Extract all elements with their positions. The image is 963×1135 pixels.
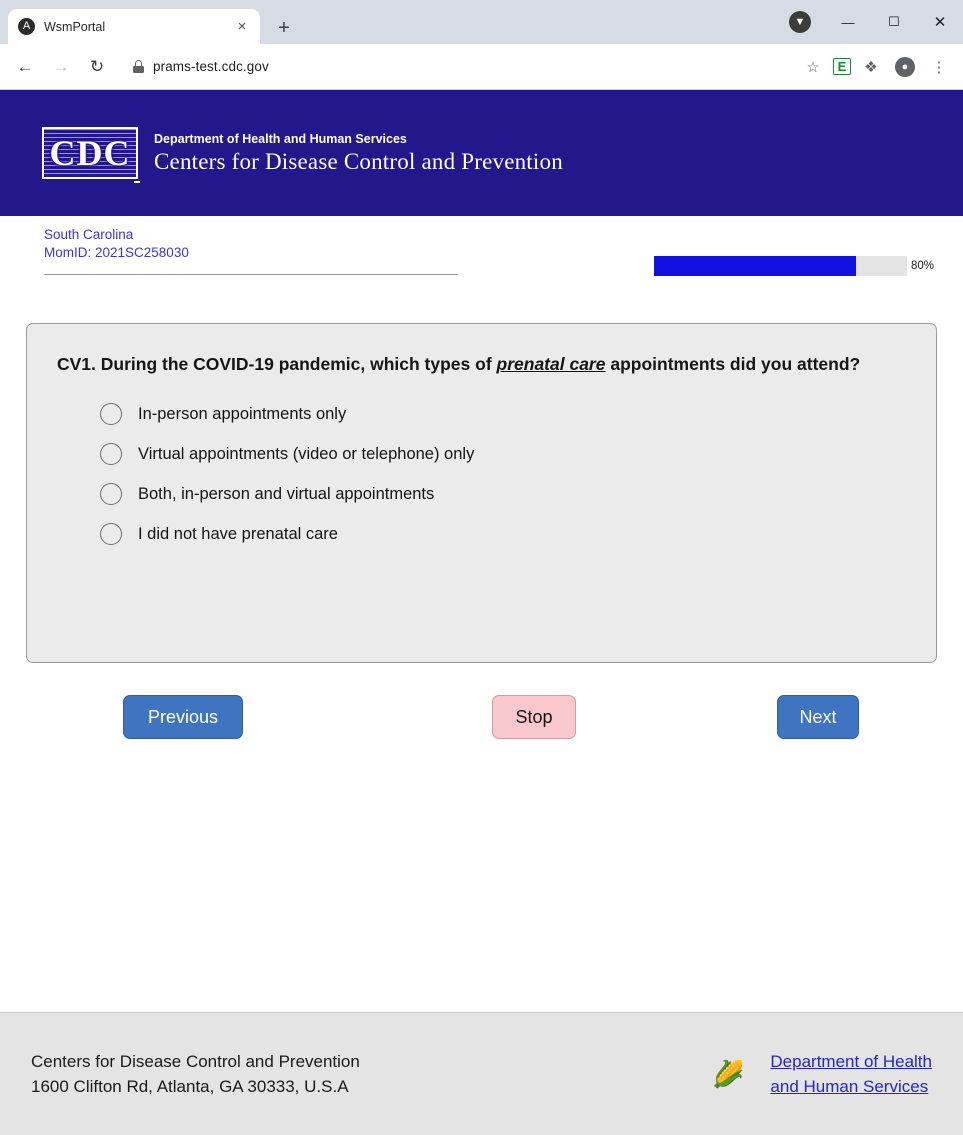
- profile-chip-icon[interactable]: ▼: [789, 11, 811, 33]
- page-footer: [0, 1012, 963, 1135]
- mom-id-label: MomID: 2021SC258030: [44, 245, 189, 260]
- radio-button-4[interactable]: [100, 523, 122, 545]
- navigation-buttons: [0, 695, 963, 739]
- content-spacer: [0, 739, 963, 1012]
- banner-hhs-line: Department of Health and Human Services: [154, 131, 407, 146]
- progress-bar-fill: [654, 256, 856, 276]
- progress-area: [654, 256, 934, 276]
- bookmark-star-icon[interactable]: ☆: [806, 58, 820, 76]
- hhs-link-line2: and Human Services: [770, 1077, 929, 1096]
- avatar: ●: [895, 57, 915, 77]
- respondent-info: [44, 226, 458, 275]
- previous-button[interactable]: Previous: [123, 695, 243, 739]
- banner-text: [154, 132, 563, 175]
- stop-button[interactable]: Stop: [492, 695, 576, 739]
- cdc-logo-text: CDC: [49, 133, 131, 173]
- question-prefix: CV1. During the COVID-19 pandemic, which types of: [57, 354, 497, 374]
- cdc-banner: [0, 90, 963, 216]
- progress-percent-label: 80%: [910, 260, 934, 272]
- option-row-2[interactable]: [100, 443, 906, 465]
- hhs-link[interactable]: [770, 1049, 932, 1099]
- footer-address-line1: Centers for Disease Control and Prevention: [31, 1052, 360, 1071]
- profile-avatar-icon[interactable]: [891, 53, 919, 81]
- extensions-puzzle-icon[interactable]: ❖: [864, 58, 878, 76]
- option-label-3: Both, in-person and virtual appointments: [138, 484, 435, 503]
- footer-address: [31, 1049, 360, 1099]
- maximize-button[interactable]: ☐: [888, 14, 900, 29]
- reload-icon[interactable]: ↻: [89, 56, 105, 76]
- forward-icon[interactable]: →: [52, 56, 70, 76]
- hhs-seal-icon: 🌽: [712, 1058, 745, 1089]
- question-card: [26, 323, 937, 663]
- cdc-logo: [42, 127, 138, 179]
- minimize-button[interactable]: —: [841, 14, 855, 30]
- tab-strip: [0, 0, 963, 44]
- lock-icon: [132, 60, 145, 73]
- url-text: prams-test.cdc.gov: [153, 59, 269, 74]
- option-label-1: In-person appointments only: [138, 404, 347, 423]
- browser-menu-icon[interactable]: ⋮: [931, 58, 947, 76]
- option-label-2: Virtual appointments (video or telephone) only: [138, 444, 475, 463]
- tab-favicon: A: [18, 18, 35, 35]
- question-text: [57, 352, 906, 377]
- radio-button-3[interactable]: [100, 483, 122, 505]
- address-bar[interactable]: [126, 52, 787, 82]
- browser-tab[interactable]: [8, 9, 260, 44]
- footer-address-line2: 1600 Clifton Rd, Atlanta, GA 30333, U.S.A: [31, 1077, 349, 1096]
- option-row-3[interactable]: [100, 483, 906, 505]
- option-label-4: I did not have prenatal care: [138, 524, 338, 543]
- close-window-button[interactable]: ✕: [933, 14, 947, 31]
- hhs-link-line1: Department of Health: [770, 1052, 932, 1071]
- window-controls: [789, 0, 963, 44]
- close-icon[interactable]: ×: [237, 17, 247, 35]
- browser-toolbar: [0, 44, 963, 90]
- banner-agency-line: Centers for Disease Control and Prevention: [154, 148, 563, 174]
- next-button[interactable]: Next: [777, 695, 859, 739]
- question-suffix: appointments did you attend?: [605, 354, 861, 374]
- extension-badge-icon[interactable]: E: [833, 58, 851, 75]
- back-icon[interactable]: ←: [16, 56, 34, 76]
- state-label: South Carolina: [44, 227, 134, 242]
- option-row-1[interactable]: [100, 403, 906, 425]
- question-emphasis: prenatal care: [496, 354, 606, 374]
- survey-meta-row: [0, 216, 963, 276]
- option-row-4[interactable]: [100, 523, 906, 545]
- new-tab-button[interactable]: +: [278, 17, 290, 39]
- tab-title: WsmPortal: [44, 19, 106, 34]
- progress-bar: [654, 256, 907, 276]
- radio-button-1[interactable]: [100, 403, 122, 425]
- page-content: [0, 90, 963, 1135]
- footer-right: [708, 1049, 932, 1099]
- radio-button-2[interactable]: [100, 443, 122, 465]
